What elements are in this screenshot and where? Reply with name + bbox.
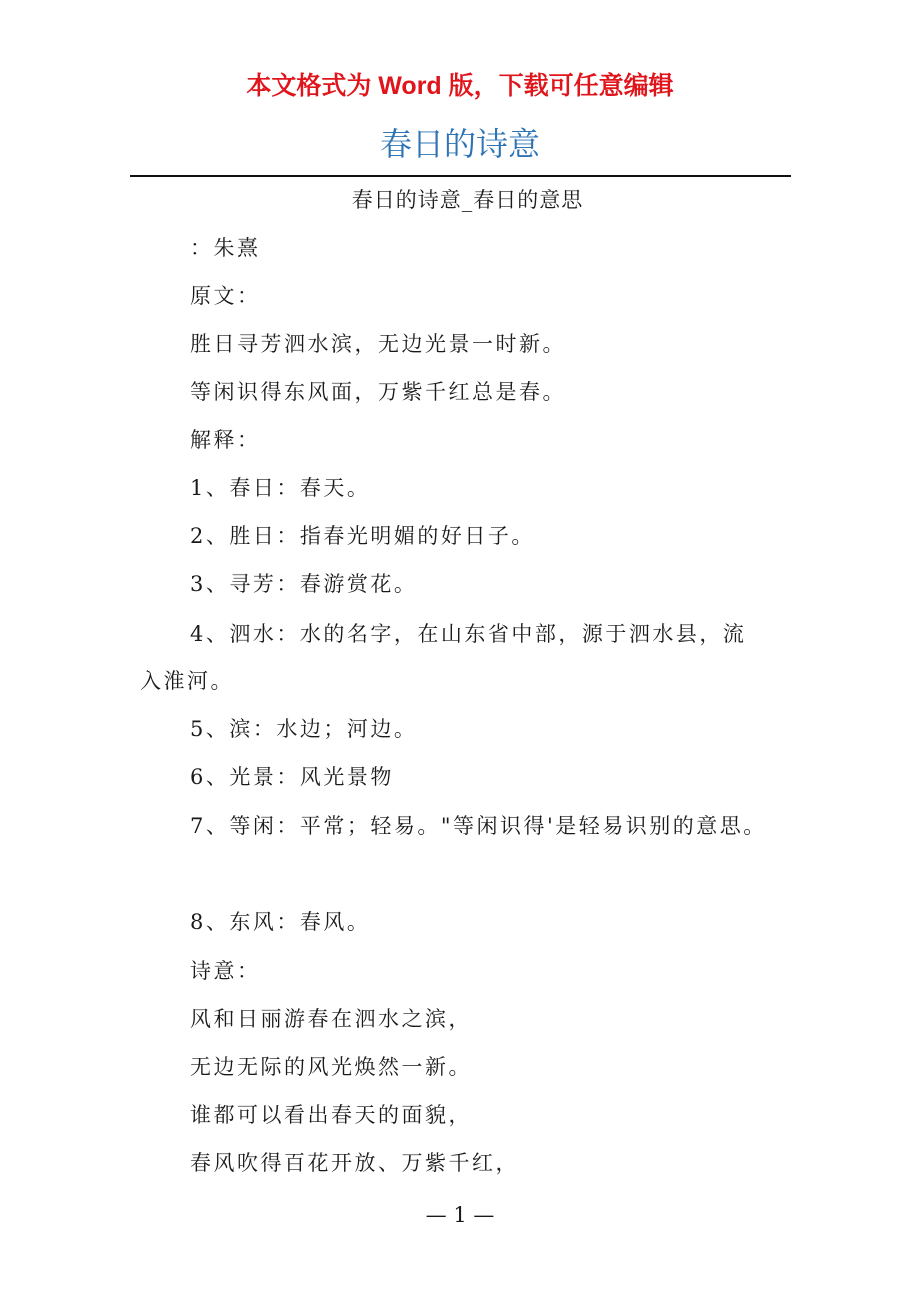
meaning-line: 无边无际的风光焕然一新。 (190, 1055, 472, 1079)
notes-label: 解释： (190, 428, 261, 452)
original-label: 原文： (190, 284, 261, 308)
note-item: 2、胜日：指春光明媚的好日子。 (190, 524, 535, 548)
format-banner: 本文格式为 Word 版，下载可任意编辑 (246, 72, 674, 100)
author-line: ：朱熹 (190, 236, 261, 260)
document-title: 春日的诗意 (379, 125, 540, 163)
note-item: 5、滨：水边；河边。 (190, 717, 418, 741)
meaning-line: 谁都可以看出春天的面貌， (190, 1103, 472, 1127)
page-number: — 1 — (425, 1203, 495, 1227)
title-divider (130, 175, 791, 177)
note-item: 6、光景：风光景物 (190, 765, 394, 789)
note-item: 8、东风：春风。 (190, 910, 371, 934)
meaning-line: 风和日丽游春在泗水之滨， (190, 1007, 472, 1031)
meaning-label: 诗意： (190, 959, 261, 983)
meaning-line: 春风吹得百花开放、万紫千红， (190, 1151, 519, 1175)
document-subtitle: 春日的诗意_春日的意思 (351, 188, 584, 212)
note-item-continued: 入淮河。 (140, 669, 234, 693)
poem-line-2: 等闲识得东风面，万紫千红总是春。 (190, 380, 566, 404)
note-item: 7、等闲：平常；轻易。"等闲识得'是轻易识别的意思。 (190, 814, 767, 838)
note-item: 4、泗水：水的名字，在山东省中部，源于泗水县，流 (190, 622, 747, 646)
poem-line-1: 胜日寻芳泗水滨，无边光景一时新。 (190, 332, 566, 356)
note-item: 3、寻芳：春游赏花。 (190, 572, 418, 596)
note-item: 1、春日：春天。 (190, 476, 371, 500)
